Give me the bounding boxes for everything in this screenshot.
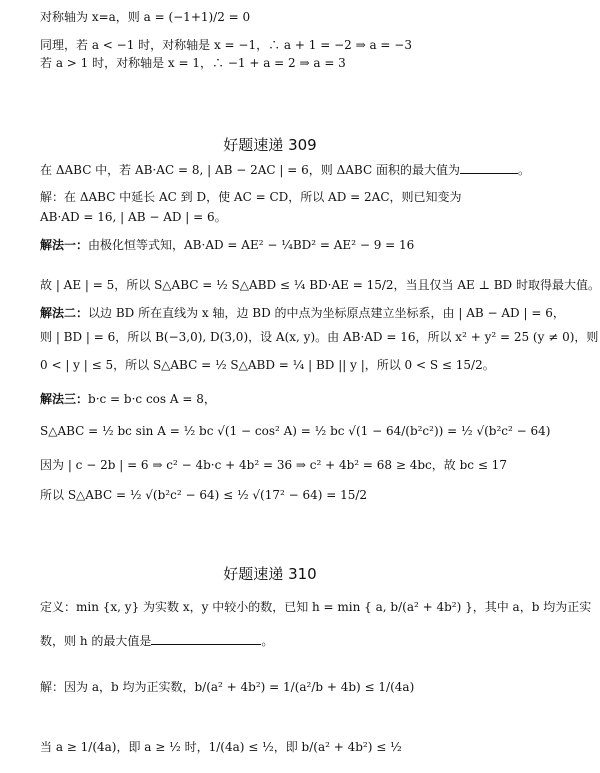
solution-line: 则 | BD | = 6，所以 B(−3,0), D(3,0)，设 A(x, y)。由 AB·AD = 16，所以 x² + y² = 25 (y ≠ 0)，则 — [40, 330, 599, 344]
answer-blank — [151, 644, 261, 645]
question-end: 。 — [517, 163, 530, 177]
method-1-label: 解法一： — [40, 238, 89, 252]
answer-blank — [460, 173, 518, 174]
method-2-label: 解法二： — [40, 306, 89, 320]
section-title-310: 好题速递 310 — [223, 565, 317, 583]
section-title-309: 好题速递 309 — [223, 136, 317, 154]
solution-line: 0 < | y | ≤ 5，所以 S△ABC = ½ S△ABD = ¼ | BD || y |，所以 0 < S ≤ 15/2。 — [40, 358, 495, 372]
method-1 — [40, 238, 518, 253]
problem-309-question — [40, 163, 530, 178]
method-2-text: 以边 BD 所在直线为 x 轴，边 BD 的中点为坐标原点建立坐标系，由 | AB − AD | = 6， — [88, 306, 565, 320]
question-prefix: 在 ΔABC 中，若 — [40, 163, 135, 177]
solution-line: 当 a ≥ 1/(4a)，即 a ≥ ½ 时，1/(4a) ≤ ½，即 b/(a² + 4b²) ≤ ½ — [40, 740, 402, 754]
solution-line: 因为 | c − 2b | = 6 ⇒ c² − 4b·c + 4b² = 36 ⇒ c² + 4b² = 68 ≥ 4bc，故 bc ≤ 17 — [40, 458, 507, 472]
method-3-label: 解法三： — [40, 392, 89, 406]
text-line: 同理，若 a < −1 时，对称轴是 x = −1，∴ a + 1 = −2 ⇒ a = −3 — [40, 38, 412, 52]
solution-line: AB·AD = 16, | AB − AD | = 6。 — [40, 210, 227, 224]
method-3 — [40, 392, 518, 407]
solution-line: S△ABC = ½ bc sin A = ½ bc √(1 − cos² A) = ½ bc √(1 − 64/(b²c²)) = ½ √(b²c² − 64) — [40, 424, 551, 438]
question-body: AB·AC = 8, | AB − 2AC | = 6，则 ΔABC 面积的最大值为 — [135, 163, 460, 177]
solution-line: 解：因为 a，b 均为正实数，b/(a² + 4b²) = 1/(a²/b + 4b) ≤ 1/(4a) — [40, 680, 415, 694]
problem-310-question-2 — [40, 634, 518, 649]
solution-line: 故 | AE | = 5，所以 S△ABC = ½ S△ABD ≤ ¼ BD·AE = 15/2，当且仅当 AE ⊥ BD 时取得最大值。 — [40, 278, 600, 292]
solution-line: 解：在 ΔABC 中延长 AC 到 D，使 AC = CD，所以 AD = 2AC，则已知变为 — [40, 190, 462, 204]
method-2 — [40, 306, 565, 321]
problem-310-question: 定义：min {x, y} 为实数 x，y 中较小的数，已知 h = min { a, b/(a² + 4b²) }，其中 a，b 均为正实 — [40, 600, 592, 614]
method-1-text: 由极化恒等式知，AB·AD = AE² − ¼BD² = AE² − 9 = 16 — [88, 238, 415, 252]
question-end: 。 — [261, 634, 274, 648]
method-3-text: b·c = b·c cos A = 8， — [88, 392, 216, 406]
question-prefix: 数，则 h 的最大值是 — [40, 634, 152, 648]
text-line: 若 a > 1 时，对称轴是 x = 1，∴ −1 + a = 2 ⇒ a = 3 — [40, 56, 346, 70]
text-line: 对称轴为 x=a，则 a = (−1+1)/2 = 0 — [40, 10, 251, 24]
solution-line: 所以 S△ABC = ½ √(b²c² − 64) ≤ ½ √(17² − 64) = 15/2 — [40, 488, 368, 502]
